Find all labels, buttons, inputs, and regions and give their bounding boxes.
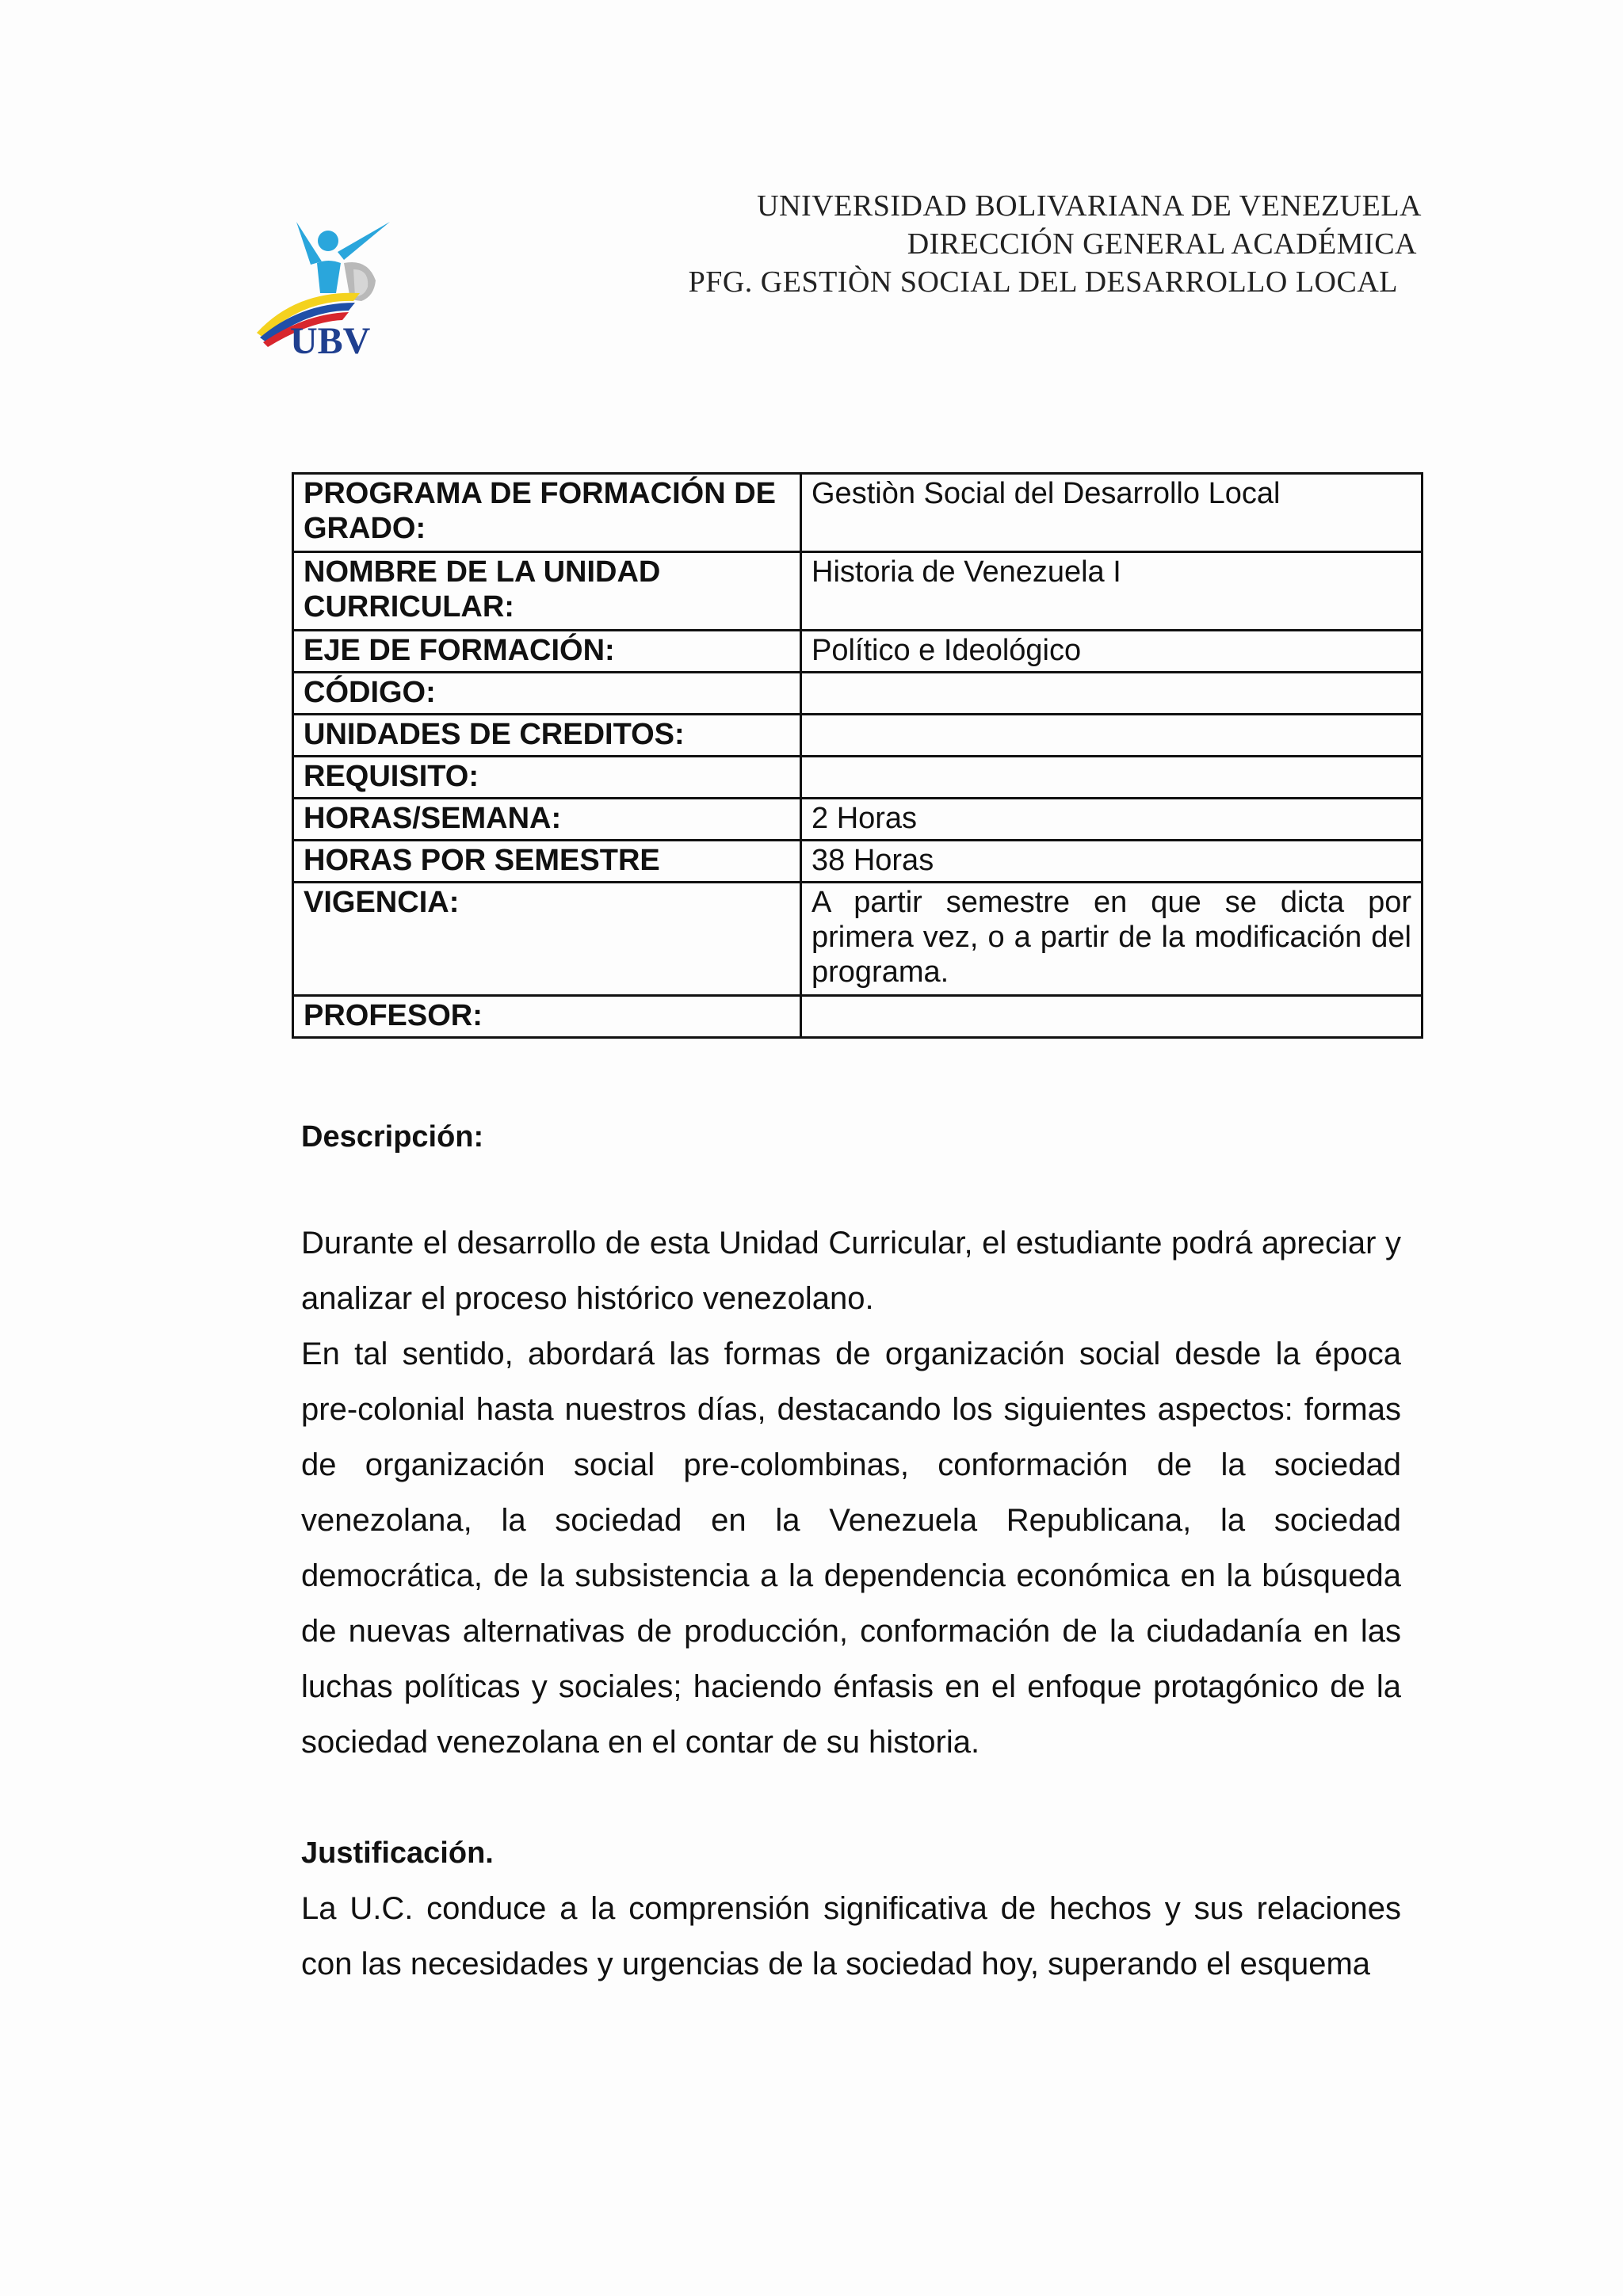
header-program: PFG. GESTIÒN SOCIAL DEL DESARROLLO LOCAL: [688, 265, 1398, 299]
row-label: PROGRAMA DE FORMACIÓN DE GRADO:: [293, 474, 801, 552]
table-row: [293, 841, 1423, 883]
table-row: [293, 474, 1423, 552]
table-row: [293, 757, 1423, 799]
row-value: [801, 996, 1423, 1038]
table-row: [293, 799, 1423, 841]
table-row: [293, 552, 1423, 631]
row-label: CÓDIGO:: [293, 673, 801, 715]
row-value: 38 Horas: [801, 841, 1423, 883]
row-label: UNIDADES DE CREDITOS:: [293, 715, 801, 757]
table-row: [293, 883, 1423, 996]
row-value: A partir semestre en que se dicta por primera vez, o a partir de la modificación del programa.: [801, 883, 1423, 996]
section-heading-justificacion: Justificación.: [301, 1836, 494, 1870]
row-value: Político e Ideológico: [801, 631, 1423, 673]
svg-text:UBV: UBV: [290, 320, 371, 357]
table-row: [293, 673, 1423, 715]
row-value: [801, 715, 1423, 757]
header-university: UNIVERSIDAD BOLIVARIANA DE VENEZUELA: [757, 189, 1422, 223]
row-label: HORAS POR SEMESTRE: [293, 841, 801, 883]
row-label: EJE DE FORMACIÓN:: [293, 631, 801, 673]
row-label: REQUISITO:: [293, 757, 801, 799]
document-body: [301, 1109, 1401, 1992]
section-heading-descripcion: Descripción:: [301, 1120, 484, 1154]
header-direction: DIRECCIÓN GENERAL ACADÉMICA: [907, 227, 1417, 261]
descripcion-paragraph-1: Durante el desarrollo de esta Unidad Curricular, el estudiante podrá apreciar y analizar el proceso histórico venezolano.: [301, 1226, 1401, 1316]
course-info-table: [292, 472, 1423, 1039]
row-value: Gestiòn Social del Desarrollo Local: [801, 474, 1423, 552]
row-value: [801, 757, 1423, 799]
ubv-logo-graphic: [249, 214, 407, 357]
justificacion-paragraph-1: La U.C. conduce a la comprensión significativa de hechos y sus relaciones con las necesidades y urgencias de la sociedad hoy, superando el esquema: [301, 1891, 1401, 1981]
row-value: Historia de Venezuela I: [801, 552, 1423, 631]
row-label: NOMBRE DE LA UNIDAD CURRICULAR:: [293, 552, 801, 631]
row-label: HORAS/SEMANA:: [293, 799, 801, 841]
ubv-logo: [249, 214, 407, 357]
row-label: PROFESOR:: [293, 996, 801, 1038]
row-label: VIGENCIA:: [293, 883, 801, 996]
table-row: [293, 631, 1423, 673]
row-value: 2 Horas: [801, 799, 1423, 841]
institution-header: [471, 187, 1422, 301]
table-row: [293, 996, 1423, 1038]
row-value: [801, 673, 1423, 715]
table-row: [293, 715, 1423, 757]
descripcion-paragraph-2: En tal sentido, abordará las formas de organización social desde la época pre-colonial hasta nuestros días, destacando los siguientes aspectos: formas de organización social pre-colombinas, conformación de la sociedad venezolana, la sociedad en la Venezuela Republicana, la sociedad democrática, de la subsistencia a la dependencia económica en la búsqueda de nuevas alternativas de producción, conformación de la ciudadanía en las luchas políticas y sociales; haciendo énfasis en el enfoque protagónico de la sociedad venezolana en el contar de su historia.: [301, 1337, 1401, 1760]
